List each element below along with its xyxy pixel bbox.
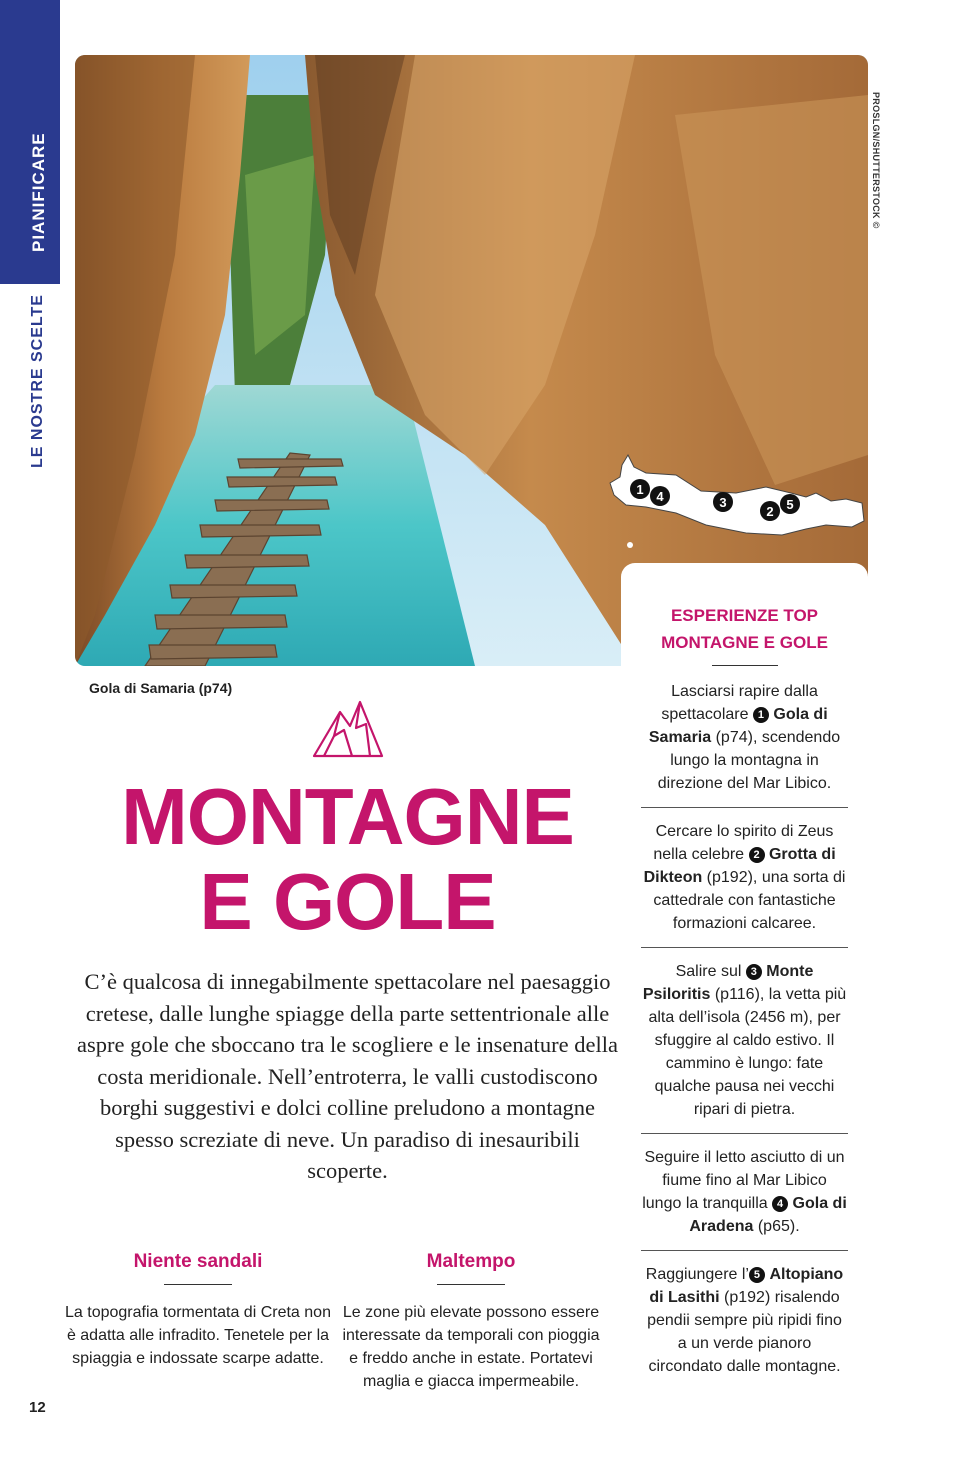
item-separator: [641, 807, 848, 808]
experience-item: [641, 680, 848, 807]
item-place: Grotta di Dikteon: [643, 846, 836, 886]
item-place: Altopiano di Lasithi: [649, 1266, 844, 1306]
item-text: (p192) risalendo pendii sempre più ripidi fino a un verde pianoro circondato dalle montagne.: [647, 1289, 842, 1375]
tip-sandals: [63, 1247, 333, 1370]
map-marker-3: 3: [719, 495, 727, 510]
item-separator: [641, 1133, 848, 1134]
tip-weather-text: Le zone più elevate possono essere interessate da temporali con pioggia e freddo anche in estate. Portatevi maglia e giacca impermeabile.: [342, 1304, 600, 1390]
item-place: Gola di Aradena: [689, 1195, 847, 1235]
photo-credit: [869, 92, 883, 242]
item-text: (p74), scendendo lungo la montagna in direzione del Mar Libico.: [657, 729, 841, 792]
item-text: Raggiungere l’: [645, 1266, 749, 1283]
map-marker-5: 5: [786, 497, 794, 512]
title-line-2: E GOLE: [199, 856, 496, 946]
item-text: Salire sul: [675, 963, 746, 980]
item-place: Monte Psiloritis: [642, 963, 814, 1003]
item-text: Cercare lo spirito di Zeus nella celebre: [653, 823, 834, 863]
tip-sandals-text: La topografia tormentata di Creta non è adatta alle infradito. Tenetele per la spiaggia e indossate scarpe adatte.: [65, 1304, 331, 1367]
page-number: 12: [29, 1399, 46, 1416]
tip-divider: [437, 1284, 505, 1285]
page-title: [75, 772, 620, 946]
experience-item: [641, 820, 848, 947]
item-separator: [641, 947, 848, 948]
item-text: Lasciarsi rapire dalla spettacolare: [661, 683, 818, 723]
experience-item: [641, 960, 848, 1133]
number-badge: 5: [749, 1267, 765, 1283]
tip-weather: [336, 1247, 606, 1393]
item-separator: [641, 1250, 848, 1251]
map-marker-1: 1: [636, 482, 644, 497]
item-text: (p116), la vetta più alta dell’isola (2456 m), per sfuggire al caldo estivo. Il cammino è lungo: fate qualche pausa nei vecchi ripari di pietra.: [648, 986, 847, 1118]
item-text: (p65).: [753, 1218, 800, 1235]
item-text: Seguire il letto asciutto di un fiume fino al Mar Libico lungo la tranquilla: [642, 1149, 845, 1212]
tip-weather-title: Maltempo: [426, 1251, 516, 1272]
number-badge: 4: [772, 1196, 788, 1212]
panel-heading-line-1: ESPERIENZE TOP: [670, 606, 819, 625]
intro-paragraph: C’è qualcosa di innegabilmente spettacolare nel paesaggio cretese, dalle lunghe spiagge della parte settentrionale alle aspre gole che sboccano tra le scogliere e le insenature della costa meridionale. Nell’entroterra, le valli custodiscono borghi suggestivi e dolci colline preludono a montagne spesso screziate di neve. Un paradiso di inesauribili scoperte.: [77, 969, 618, 1183]
section-label: PIANIFICARE: [29, 132, 48, 252]
number-badge: 2: [749, 847, 765, 863]
panel-divider: [712, 665, 778, 666]
experience-item: [641, 1263, 848, 1390]
crete-map: [606, 445, 868, 555]
map-marker-2: 2: [766, 504, 774, 519]
panel-heading-line-2: MONTAGNE E GOLE: [661, 633, 828, 652]
subsection-label: LE NOSTRE SCELTE: [29, 294, 46, 468]
section-tab: [0, 0, 60, 284]
tip-sandals-title: Niente sandali: [133, 1251, 263, 1272]
number-badge: 3: [746, 964, 762, 980]
photo-credit-text: PROSLGN/SHUTTERSTOCK ©: [871, 92, 881, 229]
experience-item: [641, 1146, 848, 1250]
item-text: (p192), una sorta di cattedrale con fantastiche formazioni calcaree.: [653, 869, 846, 932]
item-place: Gola di Samaria: [648, 706, 828, 746]
top-experiences-panel: [621, 563, 868, 1423]
mountain-icon: [312, 698, 384, 760]
photo-caption: Gola di Samaria (p74): [89, 680, 233, 696]
map-marker-4: 4: [656, 489, 664, 504]
number-badge: 1: [753, 707, 769, 723]
title-line-1: MONTAGNE: [121, 772, 574, 861]
panel-heading: [621, 602, 868, 656]
tip-divider: [164, 1284, 232, 1285]
